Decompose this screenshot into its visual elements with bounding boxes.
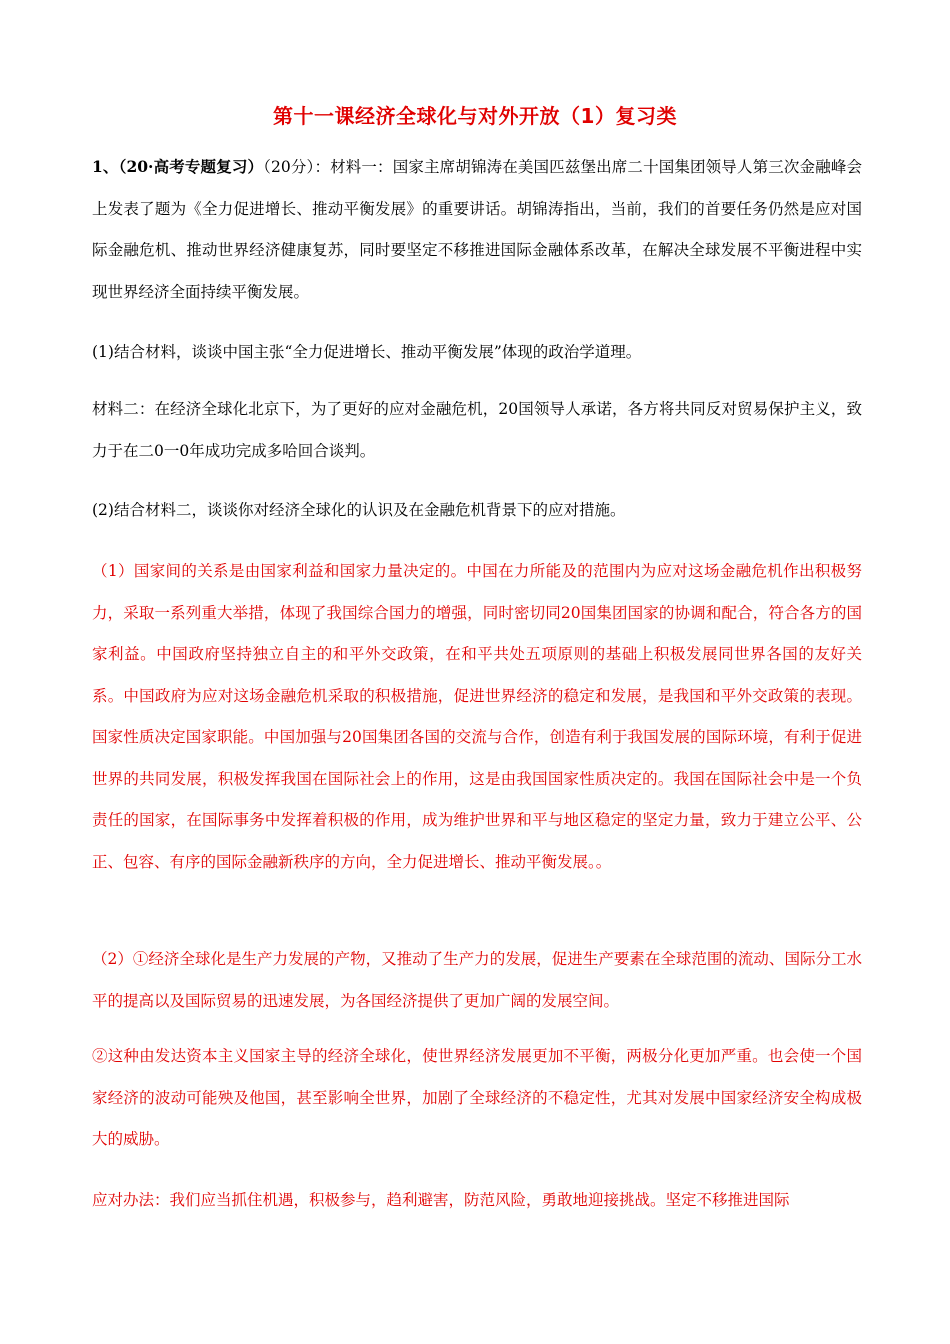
answer-1: （1）国家间的关系是由国家利益和国家力量决定的。中国在力所能及的范围内为应对这场金融危机作出积极努力，采取一系列重大举措，体现了我国综合国力的增强，同时密切同20国集团国家的协调和配合，符合各方的国家利益。中国政府坚持独立自主的和平外交政策，在和平共处五项原则的基础上积极发展同世界各国的友好关系。中国政府为应对这场金融危机采取的积极措施，促进世界经济的稳定和发展，是我国和平外交政策的表现。国家性质决定国家职能。中国加强与20国集团各国的交流与合作，创造有利于我国发展的国际环境，有利于促进世界的共同发展，积极发挥我国在国际社会上的作用，这是由我国国家性质决定的。我国在国际社会中是一个负责任的国家，在国际事务中发挥着积极的作用，成为维护世界和平与地区稳定的坚定力量，致力于建立公平、公正、包容、有序的国际金融新秩序的方向，全力促进增长、推动平衡发展。。 — [92, 562, 862, 871]
question-source: （20·高考专题复习） — [118, 157, 264, 176]
material-1-text: 材料一：国家主席胡锦涛在美国匹兹堡出席二十国集团领导人第三次金融峰会上发表了题为《全力促进增长、推动平衡发展》的重要讲话。胡锦涛指出，当前，我们的首要任务仍然是应对国际金融危机、推动世界经济健康复苏，同时要坚定不移推进国际金融体系改革，在解决全球发展不平衡进程中实现世界经济全面持续平衡发展。 — [92, 158, 862, 301]
sub-question-2: (2)结合材料二，谈谈你对经济全球化的认识及在金融危机背景下的应对措施。 — [92, 501, 626, 519]
question-points: （20分）： — [263, 158, 331, 176]
question-material-1 — [92, 146, 862, 313]
question-material-2: 材料二：在经济全球化北京下，为了更好的应对金融危机，20国领导人承诺，各方将共同反对贸易保护主义，致力于在二0一0年成功完成多哈回合谈判。 — [92, 400, 862, 460]
page-title: 第十一课经济全球化与对外开放（1）复习类 — [273, 104, 677, 128]
answer-2-point-2: ②这种由发达资本主义国家主导的经济全球化，使世界经济发展更加不平衡，两极分化更加严重。也会使一个国家经济的波动可能殃及他国，甚至影响全世界，加剧了全球经济的不稳定性，尤其对发展中国家经济安全构成极大的威胁。 — [92, 1047, 862, 1148]
sub-question-1: (1)结合材料，谈谈中国主张“全力促进增长、推动平衡发展”体现的政治学道理。 — [92, 343, 642, 361]
question-number: 1、 — [92, 157, 119, 176]
answer-2-measures: 应对办法：我们应当抓住机遇，积极参与，趋利避害，防范风险，勇敢地迎接挑战。坚定不移推进国际 — [92, 1191, 790, 1209]
answer-2-point-1: （2）①经济全球化是生产力发展的产物，又推动了生产力的发展，促进生产要素在全球范围的流动、国际分工水平的提高以及国际贸易的迅速发展，为各国经济提供了更加广阔的发展空间。 — [92, 950, 862, 1010]
